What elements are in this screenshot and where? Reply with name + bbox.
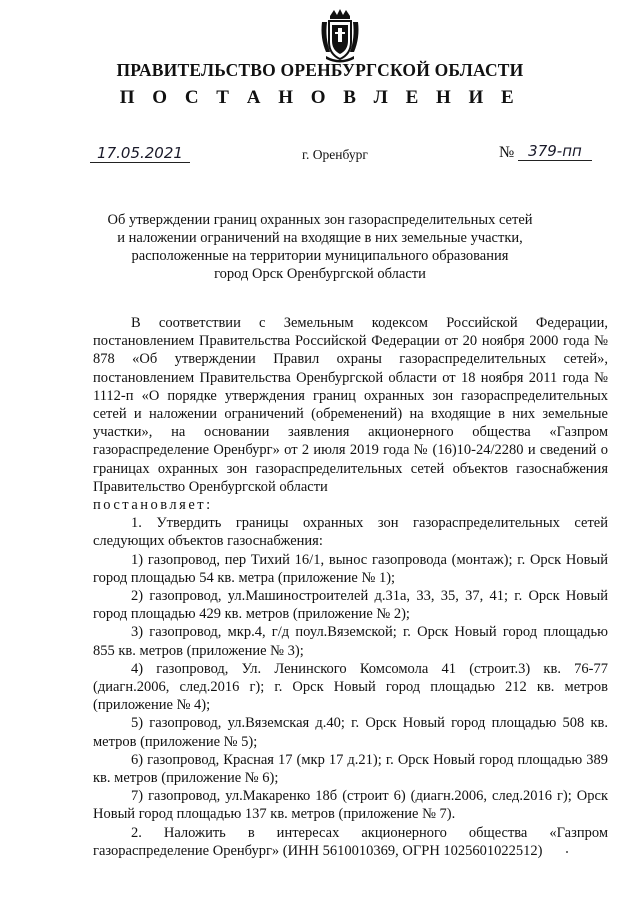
subitem-3: 3) газопровод, мкр.4, г/д поул.Вяземской; г. Орск Новый город площадью 855 кв. метров (приложение № 3); (93, 624, 608, 659)
subitem-1: 1) газопровод, пер Тихий 16/1, вынос газопровода (монтаж); г. Орск Новый город площадью 54 кв. метра (приложение № 1); (93, 551, 608, 586)
document-city: г. Оренбург (302, 147, 368, 162)
document-title (100, 211, 540, 283)
title-line: расположенные на территории муниципального образования (131, 248, 509, 264)
subitem-2: 2) газопровод, ул.Машиностроителей д.31а, 33, 35, 37, 41; г. Орск Новый город площадью 429 кв. метров (приложение № 2); (93, 588, 608, 623)
subitem-7: 7) газопровод, ул.Макаренко 18б (строит 6) (диагн.2006, след.2016 г); Орск Новый город площадью 137 кв. метров (приложение № 7). (93, 788, 608, 823)
title-line: город Орск Оренбургской области (214, 266, 426, 282)
scan-speck (566, 851, 568, 853)
coat-of-arms-emblem (316, 8, 364, 64)
document-number: 379-пп (518, 142, 592, 161)
number-label: № (499, 144, 515, 161)
document-type: П О С Т А Н О В Л Е Н И Е (119, 87, 521, 108)
item-2-paragraph: 2. Наложить в интересах акционерного общества «Газпром газораспределение Оренбург» (ИНН 5610010369, ОГРН 1025601022512) (93, 824, 608, 859)
document-body (93, 314, 608, 860)
subitem-4: 4) газопровод, Ул. Ленинского Комсомола 41 (строит.3) кв. 76-77 (диагн.2006, след.2016 г); г. Орск Новый город площадью 212 кв. метров (приложение № 4); (93, 660, 608, 714)
title-line: и наложении ограничений на входящие в них земельные участки, (117, 230, 523, 246)
subitem-5: 5) газопровод, ул.Вяземская д.40; г. Орск Новый город площадью 508 кв. метров (приложение № 5); (93, 715, 608, 750)
document-date: 17.05.2021 (90, 144, 190, 163)
title-line: Об утверждении границ охранных зон газораспределительных сетей (107, 212, 533, 228)
resolves-word: постановляет: (93, 497, 213, 514)
subitem-6: 6) газопровод, Красная 17 (мкр 17 д.21); г. Орск Новый город площадью 389 кв. метров (приложение № 6); (93, 751, 608, 787)
intro-paragraph: В соответствии с Земельным кодексом Российской Федерации, постановлением Правительства Российской Федерации от 20 ноября 2000 года № 878 «Об утверждении Правил охраны газораспределительных сетей», постановлением Правительства Оренбургской области от 18 ноября 2011 года № 1112-п «О порядке утверждения границ охранных зон газораспределительных сетей и наложении ограничений (обременений) на входящие в них земельные участки», на основании заявления акционерного общества «Газпром газораспределение Оренбург» от 2 июля 2019 года № (16)10-24/2280 и сведений о границах охранных зон газораспределительных сетей объектов газоснабжения Правительство Оренбургской области (93, 315, 608, 495)
item-1-paragraph: 1. Утвердить границы охранных зон газораспределительных сетей следующих объектов газоснабжения: (93, 515, 608, 550)
government-name: ПРАВИТЕЛЬСТВО ОРЕНБУРГСКОЙ ОБЛАСТИ (116, 60, 524, 80)
